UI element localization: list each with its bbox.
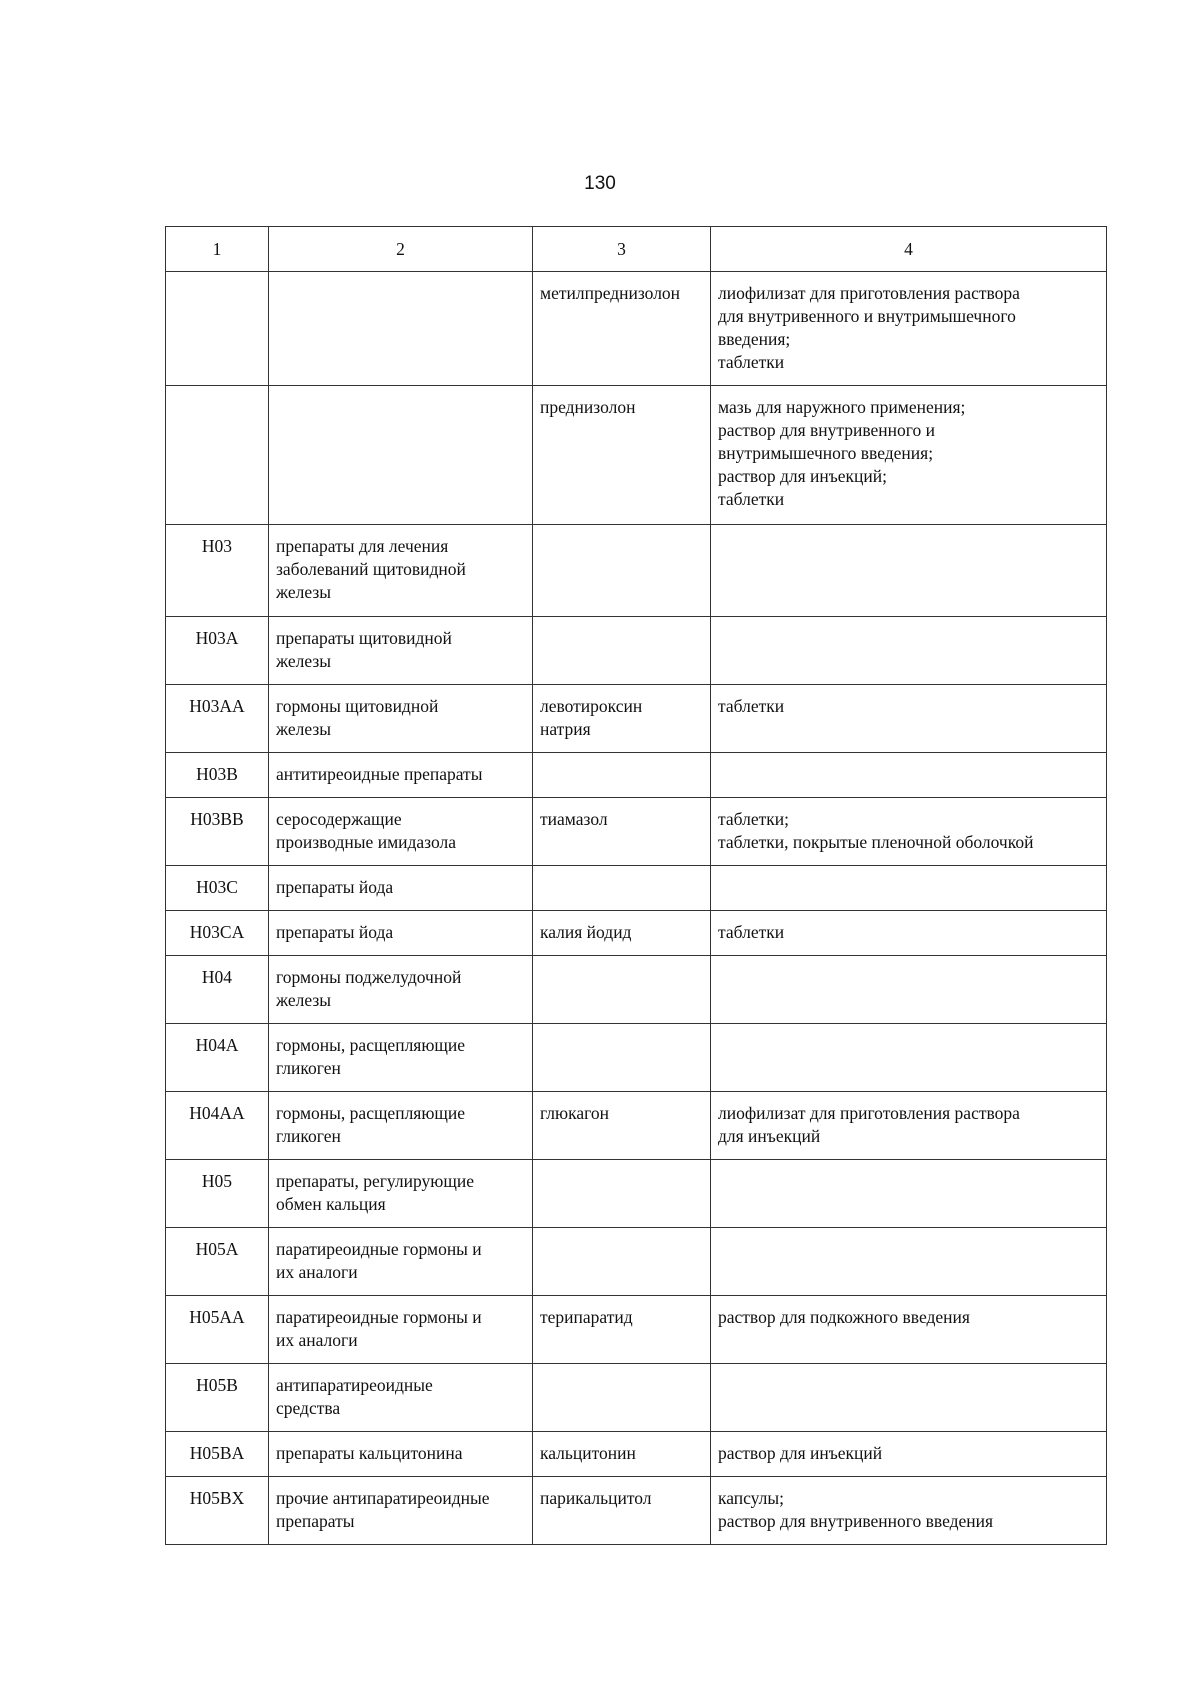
atc-code-cell: H05BA [166,1432,269,1477]
pharmacological-group-cell: серосодержащие производные имидазола [269,798,533,866]
table-row [166,1296,1107,1364]
pharmacological-group-cell: антитиреоидные препараты [269,753,533,798]
table-row [166,1024,1107,1092]
active-substance-cell [533,753,711,798]
header-cell-4: 4 [711,227,1107,272]
header-cell-1: 1 [166,227,269,272]
dosage-forms-cell: лиофилизат для приготовления раствора для внутривенного и внутримышечного введения; таблетки [711,272,1107,386]
active-substance-cell: терипаратид [533,1296,711,1364]
header-cell-2: 2 [269,227,533,272]
dosage-forms-cell [711,1024,1107,1092]
dosage-forms-cell: таблетки; таблетки, покрытые пленочной оболочкой [711,798,1107,866]
atc-code-cell: H04 [166,956,269,1024]
atc-code-cell: H05BX [166,1477,269,1545]
table-header-row [166,227,1107,272]
pharmacological-group-cell: прочие антипаратиреоидные препараты [269,1477,533,1545]
atc-code-cell: H05AA [166,1296,269,1364]
dosage-forms-cell: таблетки [711,685,1107,753]
active-substance-cell: парикальцитол [533,1477,711,1545]
table-row [166,1092,1107,1160]
dosage-forms-cell: мазь для наружного применения; раствор для внутривенного и внутримышечного введения; раствор для инъекций; таблетки [711,386,1107,525]
table-row [166,1477,1107,1545]
pharmacological-group-cell: препараты для лечения заболеваний щитовидной железы [269,525,533,617]
atc-code-cell: H03C [166,866,269,911]
table-row [166,1432,1107,1477]
table-row [166,911,1107,956]
table-row [166,685,1107,753]
pharmacological-group-cell: препараты щитовидной железы [269,617,533,685]
pharmacological-group-cell: антипаратиреоидные средства [269,1364,533,1432]
pharmacological-group-cell: препараты, регулирующие обмен кальция [269,1160,533,1228]
active-substance-cell [533,1024,711,1092]
dosage-forms-cell: таблетки [711,911,1107,956]
pharmacological-group-cell: гормоны поджелудочной железы [269,956,533,1024]
dosage-forms-cell [711,1364,1107,1432]
table-row [166,798,1107,866]
table-row [166,753,1107,798]
pharmacological-group-cell: паратиреоидные гормоны и их аналоги [269,1296,533,1364]
active-substance-cell [533,956,711,1024]
active-substance-cell [533,1160,711,1228]
dosage-forms-cell [711,956,1107,1024]
atc-code-cell: H03B [166,753,269,798]
active-substance-cell [533,617,711,685]
atc-code-cell: H03 [166,525,269,617]
table-row [166,866,1107,911]
atc-code-cell: H05B [166,1364,269,1432]
dosage-forms-cell [711,1228,1107,1296]
page-number: 130 [584,173,616,194]
dosage-forms-cell [711,753,1107,798]
table-row [166,617,1107,685]
dosage-forms-cell [711,617,1107,685]
active-substance-cell: глюкагон [533,1092,711,1160]
active-substance-cell: кальцитонин [533,1432,711,1477]
atc-code-cell: H03BB [166,798,269,866]
table-row [166,1160,1107,1228]
pharmacological-group-cell: гормоны, расщепляющие гликоген [269,1092,533,1160]
active-substance-cell [533,1228,711,1296]
pharmacological-group-cell: паратиреоидные гормоны и их аналоги [269,1228,533,1296]
active-substance-cell: тиамазол [533,798,711,866]
dosage-forms-cell [711,525,1107,617]
pharmacological-group-cell [269,386,533,525]
table-row [166,272,1107,386]
active-substance-cell [533,866,711,911]
atc-code-cell [166,386,269,525]
dosage-forms-cell: раствор для подкожного введения [711,1296,1107,1364]
pharmacological-group-cell [269,272,533,386]
table-body [166,227,1107,1545]
atc-code-cell: H05 [166,1160,269,1228]
active-substance-cell [533,525,711,617]
table-row [166,525,1107,617]
atc-code-cell: H04A [166,1024,269,1092]
pharmacological-group-cell: гормоны, расщепляющие гликоген [269,1024,533,1092]
atc-code-cell [166,272,269,386]
dosage-forms-cell [711,866,1107,911]
active-substance-cell: метилпреднизолон [533,272,711,386]
dosage-forms-cell: раствор для инъекций [711,1432,1107,1477]
table-row [166,1364,1107,1432]
active-substance-cell: калия йодид [533,911,711,956]
active-substance-cell [533,1364,711,1432]
drug-table [165,226,1107,1545]
table-row [166,956,1107,1024]
pharmacological-group-cell: препараты йода [269,911,533,956]
dosage-forms-cell: лиофилизат для приготовления раствора для инъекций [711,1092,1107,1160]
header-cell-3: 3 [533,227,711,272]
table-row [166,1228,1107,1296]
pharmacological-group-cell: препараты йода [269,866,533,911]
atc-code-cell: H03CA [166,911,269,956]
table-row [166,386,1107,525]
atc-code-cell: H03AA [166,685,269,753]
atc-code-cell: H05A [166,1228,269,1296]
atc-code-cell: H03A [166,617,269,685]
pharmacological-group-cell: препараты кальцитонина [269,1432,533,1477]
active-substance-cell: левотироксин натрия [533,685,711,753]
dosage-forms-cell: капсулы; раствор для внутривенного введения [711,1477,1107,1545]
dosage-forms-cell [711,1160,1107,1228]
atc-code-cell: H04AA [166,1092,269,1160]
pharmacological-group-cell: гормоны щитовидной железы [269,685,533,753]
active-substance-cell: преднизолон [533,386,711,525]
